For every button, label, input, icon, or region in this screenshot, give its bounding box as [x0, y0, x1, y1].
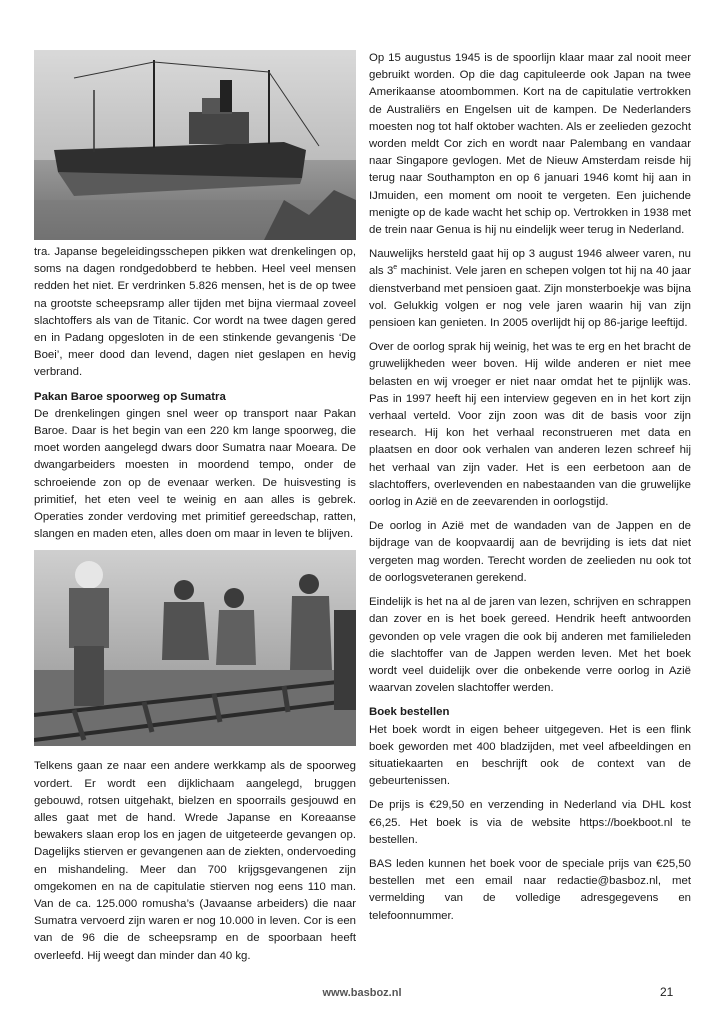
section-heading: Boek bestellen [369, 706, 450, 719]
paragraph [369, 246, 691, 332]
left-column [34, 50, 356, 972]
section-heading: Pakan Baroe spoorweg op Sumatra [34, 390, 226, 403]
paragraph: Het boek wordt in eigen beheer uitgegeven. Het is een flink boek geworden met 400 bladzijden, met veel afbeeldingen en situatiekaarten en beschrijft ook de context van de gebeurtenissen. [369, 723, 691, 788]
paragraph: Op 15 augustus 1945 is de spoorlijn klaar maar zal nooit meer gebruikt worden. Op die dag capituleerde ook Japan na twee Amerikaanse atoombommen. Kort na de capitulatie vertrokken de Australiërs en Engelsen uit de kampen. De Nederlanders moesten nog tot half oktober wachten. Als er zeelieden gezocht worden meldt Cor zich en wordt naar Palembang en vandaar naar Singapore gevlogen. Met de Nieuw Amsterdam reisde hij terug naar Southampton en op 6 januari 1946 komt hij aan in IJmuiden, een moment om nooit te vergeten. Een juichende menigte op de kade wacht het schip op. Vertrokken in 1938 met de trein naar Genua is hij nu eindelijk weer terug in Nederland. [369, 52, 691, 237]
text-span: machinist. Vele jaren en schepen volgen tot hij na 40 jaar dienstverband met pensioen gaat. Zijn monsterboekje was bijna vol. Gelukkig volgen er nog vele jaren waarin hij van zijn pensioen kan genieten. In 2005 overlijdt hij op 86-jarige leeftijd. [369, 265, 692, 330]
ordinal-superscript: e [393, 264, 398, 272]
text-span: Nauwelijks hersteld gaat hij op 3 august 1946 alweer varen, nu als 3 [369, 248, 691, 278]
page-number: 21 [660, 985, 674, 999]
paragraph: tra. Japanse begeleidingsschepen pikken wat drenkelingen op, soms na dagen rondgedobberd te hebben. Heel veel mensen redden het niet. Er verdrinken 5.826 mensen, het is de op twee na grootste scheepsramp aller tijden met bijna viermaal zoveel slachtoffers als van de Titanic. Cor wordt na twee dagen gered en in Padang opgesloten in de een stinkende gevangenis ‘De Boei’, meer dood dan levend, dagen niet geslapen en hevig verbrand. [34, 246, 356, 379]
right-column [369, 50, 691, 932]
ship-photo [34, 50, 356, 240]
paragraph: Telkens gaan ze naar een andere werkkamp als de spoorweg vordert. Er wordt een dijklichaam aangelegd, bruggen gebouwd, rotsen uitgehakt, bielzen en spoorrails gesjouwd en alles gaat met de hand. Wrede Japanse en Koreaanse bewakers slaan erop los en jagen de uitgeteerde gevangen op. Dagelijks stierven er gevangenen aan de ziekten, ondervoeding en mishandeling. Meer dan 700 krijgsgevangenen zijn omgekomen en na de capitulatie stierven nog eens 110 man. Van de ca. 125.000 romusha’s (Javaanse arbeiders) die naar Sumatra vervoerd zijn waren er nog 10.000 in leven. Cor is een van de 96 die de scheepsramp en de spoorbaan heeft overleefd. Hij weegt dan minder dan 40 kg. [34, 760, 356, 962]
paragraph: Over de oorlog sprak hij weinig, het was te erg en het bracht de gruwelijkheden weer boven. Hij wilde anderen er niet mee belasten en wij vroeger er niet naar omdat het te pijnlijk was. Pas in 1997 heeft hij een interview gegeven en in het kort zijn verhaal verteld. Voor zijn zoon was dit de basis voor zijn research. Hij kon het verhaal reconstrueren met data en plaatsen en door ook verhalen van anderen lezen schreef hij het verhaal van zijn vader. Het is een eerbetoon aan de slachtoffers, overlevenden en nabestaanden van die gruwelijke oorlog in Azië en de zeevarenden in oorlogstijd. [369, 341, 691, 509]
footer-website: www.basboz.nl [322, 987, 402, 999]
paragraph: BAS leden kunnen het boek voor de speciale prijs van €25,50 bestellen met een email naar redactie@basboz.nl, met vermelding van de volledige adresgegevens en telefoonnummer. [369, 857, 691, 922]
paragraph: De oorlog in Azië met de wandaden van de Jappen en de bijdrage van de koopvaardij aan de bevrijding is iets dat niet vergeten mag worden. Terecht worden de zeelieden nu ook tot de oorlogsveteranen gerekend. [369, 520, 691, 584]
paragraph: De prijs is €29,50 en verzending in Nederland via DHL kost €6,25. Het boek is via de website https://boekboot.nl te bestellen. [369, 799, 691, 846]
railway-photo [34, 550, 356, 746]
paragraph: Eindelijk is het na al de jaren van lezen, schrijven en schrappen dan zover en is het boek gereed. Hendrik heeft antwoorden gevonden op vele vragen die ook bij anderen met familieleden die slachtoffer van de Jappen werden leven. Met het boek wordt veel duidelijk over die onbekende verre oorlog in Azië waarvan zovelen slachtoffer werden. [369, 596, 691, 695]
paragraph: De drenkelingen gingen snel weer op transport naar Pakan Baroe. Daar is het begin van een 220 km lange spoorweg, die moet worden aangelegd dwars door Sumatra naar Moeara. De dwangarbeiders moesten in moordend tempo, onder de schroeiende zon op de evenaar werken. De huisvesting is primitief, het eten veel te weinig en aan alles is gebrek. Operaties zonder verdoving met primitief gereedschap, ratten, slangen en maden eten, alles doen om maar in leven te blijven. [34, 407, 356, 541]
